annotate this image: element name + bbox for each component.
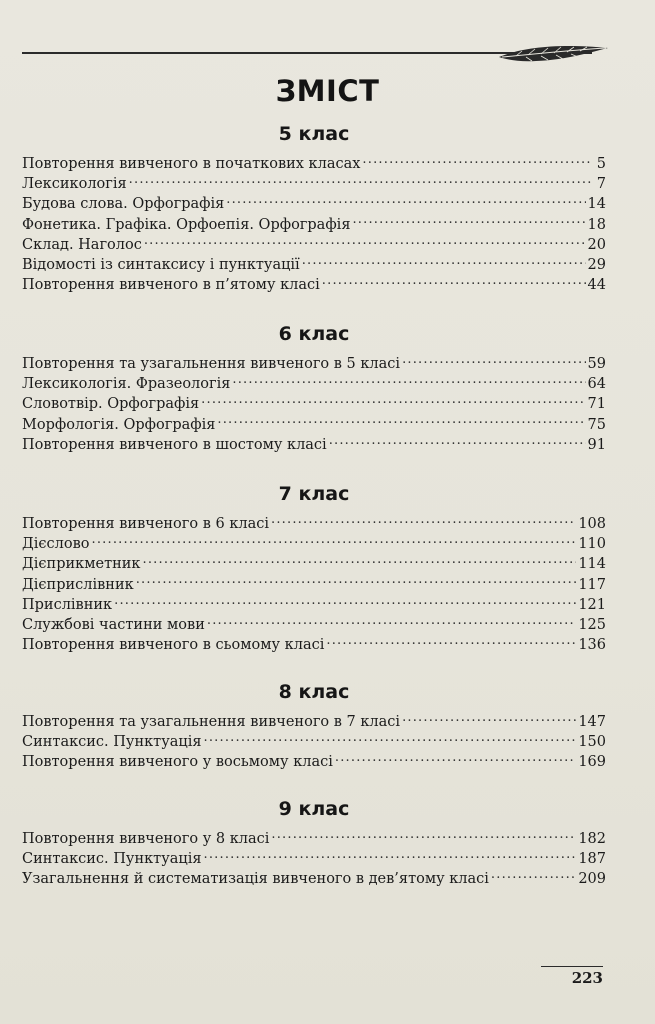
toc-entry-page: 114 <box>578 556 606 573</box>
toc-entry-page: 110 <box>578 536 606 553</box>
toc-entry-page: 75 <box>587 416 606 433</box>
grade-heading: 9 клас <box>278 798 350 820</box>
toc-entry-title: Синтаксис. Пунктуація <box>22 734 202 751</box>
dot-leader <box>491 869 576 883</box>
dot-leader <box>129 174 592 188</box>
toc-list <box>22 514 606 655</box>
toc-entry-title: Лексикологія. Фразеологія <box>22 376 231 393</box>
dot-leader <box>352 215 585 229</box>
toc-entry-title: Лексикологія <box>22 176 127 193</box>
toc-entry-title: Відомості із синтаксису і пунктуації <box>22 256 300 273</box>
toc-list <box>22 829 606 890</box>
toc-entry[interactable] <box>22 435 606 455</box>
toc-entry-page: 117 <box>578 576 606 593</box>
dot-leader <box>402 354 585 368</box>
page-title: ЗМІСТ <box>275 74 380 108</box>
toc-entry-title: Синтаксис. Пунктуація <box>22 851 202 868</box>
toc-entry[interactable] <box>22 415 606 435</box>
toc-entry-page: 147 <box>578 714 606 730</box>
toc-entry[interactable] <box>22 255 606 275</box>
toc-list <box>22 354 606 455</box>
toc-entry[interactable] <box>22 394 606 414</box>
toc-entry-page: 125 <box>578 616 606 633</box>
dot-leader <box>326 635 576 649</box>
toc-list <box>22 154 606 295</box>
dot-leader <box>217 415 585 429</box>
toc-entry[interactable] <box>22 194 606 214</box>
dot-leader <box>136 575 577 589</box>
toc-entry[interactable] <box>22 752 606 772</box>
toc-entry-page: 187 <box>578 851 606 868</box>
dot-leader <box>204 732 577 746</box>
quill-feather-icon <box>496 40 611 66</box>
dot-leader <box>322 275 586 289</box>
toc-entry[interactable] <box>22 595 606 615</box>
toc-entry[interactable] <box>22 732 606 752</box>
toc-entry-title: Службові частини мови <box>22 616 205 633</box>
toc-entry-title: Фонетика. Графіка. Орфоепія. Орфографія <box>22 216 351 233</box>
toc-section-grade-7 <box>22 482 606 655</box>
grade-heading: 6 клас <box>278 323 350 345</box>
toc-entry-page: 108 <box>578 516 606 532</box>
footer-rule <box>541 966 603 967</box>
toc-entry-page: 18 <box>587 216 606 233</box>
dot-leader <box>402 712 576 726</box>
dot-leader <box>271 514 576 528</box>
toc-entry[interactable] <box>22 514 606 534</box>
toc-entry-title: Словотвір. Орфографія <box>22 396 200 413</box>
grade-heading: 7 клас <box>278 483 350 505</box>
toc-entry-page: 64 <box>587 376 606 393</box>
dot-leader <box>226 194 585 208</box>
toc-entry-page: 150 <box>578 734 606 751</box>
toc-section-grade-6 <box>22 322 606 455</box>
toc-entry-title: Повторення вивченого у 8 класі <box>22 831 270 847</box>
toc-entry[interactable] <box>22 869 606 889</box>
toc-entry-page: 182 <box>578 831 606 847</box>
toc-entry[interactable] <box>22 712 606 732</box>
toc-entry-title: Повторення та узагальнення вивченого в 5 класі <box>22 356 401 372</box>
toc-entry-title: Повторення вивченого в початкових класах <box>22 156 361 172</box>
toc-entry-title: Морфологія. Орфографія <box>22 416 216 433</box>
toc-entry[interactable] <box>22 235 606 255</box>
toc-entry-page: 44 <box>587 277 606 294</box>
dot-leader <box>302 255 586 269</box>
toc-entry[interactable] <box>22 615 606 635</box>
dot-leader <box>143 554 577 568</box>
toc-entry[interactable] <box>22 534 606 554</box>
toc-entry-title: Склад. Наголос <box>22 236 142 253</box>
toc-entry-title: Повторення вивченого в шостому класі <box>22 436 327 453</box>
toc-entry-title: Повторення вивченого в сьомому класі <box>22 637 325 654</box>
page-number: 223 <box>571 969 603 987</box>
toc-entry[interactable] <box>22 575 606 595</box>
toc-section-grade-9 <box>22 797 606 890</box>
dot-leader <box>207 615 576 629</box>
dot-leader <box>204 849 577 863</box>
dot-leader <box>232 374 585 388</box>
toc-entry-page: 20 <box>587 236 606 253</box>
toc-entry-page: 14 <box>587 196 606 213</box>
toc-entry-title: Будова слова. Орфографія <box>22 196 225 213</box>
toc-entry-page: 169 <box>578 754 606 771</box>
toc-list <box>22 712 606 773</box>
toc-entry[interactable] <box>22 635 606 655</box>
toc-entry-title: Повторення вивченого у восьмому класі <box>22 754 333 771</box>
grade-heading: 8 клас <box>278 681 350 703</box>
toc-entry-title: Повторення вивченого в 6 класі <box>22 516 270 532</box>
toc-entry-page: 5 <box>596 156 606 172</box>
toc-entry-page: 121 <box>578 596 606 613</box>
dot-leader <box>271 829 576 843</box>
toc-entry-page: 209 <box>578 871 606 888</box>
toc-entry[interactable] <box>22 554 606 574</box>
toc-entry-title: Дієприслівник <box>22 576 134 593</box>
grade-heading: 5 клас <box>278 123 350 145</box>
toc-entry-title: Прислівник <box>22 596 113 613</box>
toc-entry-page: 136 <box>578 637 606 654</box>
toc-entry-title: Повторення та узагальнення вивченого в 7 класі <box>22 714 401 730</box>
toc-entry-page: 71 <box>587 396 606 413</box>
toc-entry[interactable] <box>22 849 606 869</box>
dot-leader <box>335 752 576 766</box>
toc-entry[interactable] <box>22 154 606 174</box>
dot-leader <box>92 534 577 548</box>
toc-entry-page: 59 <box>587 356 606 372</box>
dot-leader <box>362 154 592 168</box>
toc-entry-page: 7 <box>596 176 606 193</box>
toc-entry-title: Дієприкметник <box>22 556 141 573</box>
toc-entry[interactable] <box>22 215 606 235</box>
toc-entry[interactable] <box>22 829 606 849</box>
toc-entry-page: 91 <box>587 436 606 453</box>
toc-entry[interactable] <box>22 275 606 295</box>
toc-section-grade-5 <box>22 122 606 295</box>
dot-leader <box>114 595 576 609</box>
toc-entry-title: Дієслово <box>22 536 90 553</box>
toc-entry-title: Повторення вивченого в п’ятому класі <box>22 277 320 294</box>
dot-leader <box>329 435 586 449</box>
toc-entry[interactable] <box>22 174 606 194</box>
toc-entry-page: 29 <box>587 256 606 273</box>
toc-section-grade-8 <box>22 680 606 773</box>
toc-entry[interactable] <box>22 374 606 394</box>
dot-leader <box>201 394 585 408</box>
toc-entry[interactable] <box>22 354 606 374</box>
toc-entry-title: Узагальнення й систематизація вивченого в дев’ятому класі <box>22 871 489 888</box>
dot-leader <box>144 235 586 249</box>
